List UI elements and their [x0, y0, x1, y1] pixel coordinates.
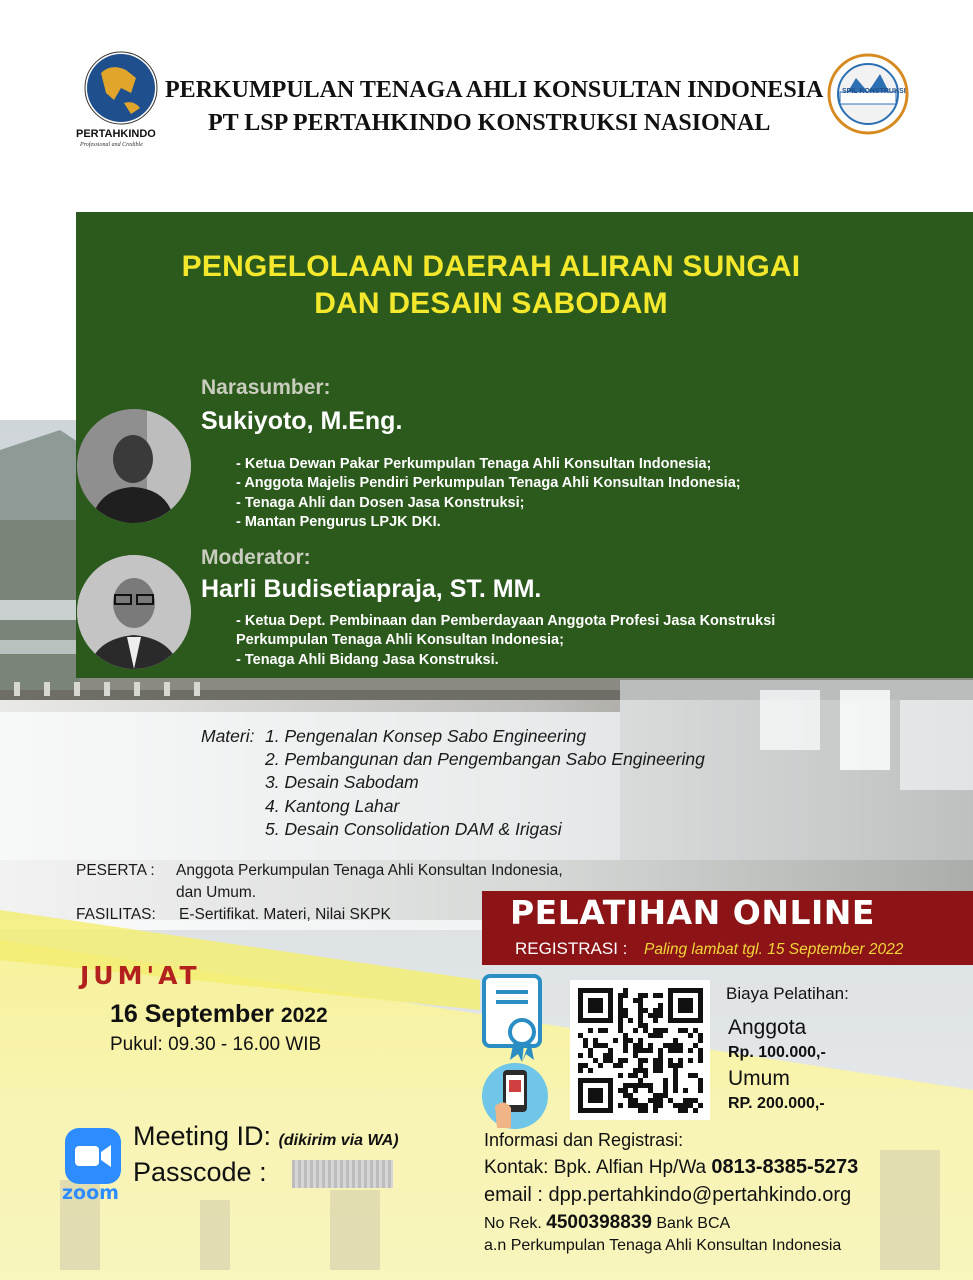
pertahkindo-logo [76, 48, 166, 152]
moderator-bullet: - Tenaga Ahli Bidang Jasa Konstruksi. [236, 652, 499, 668]
moderator-bullet: Perkumpulan Tenaga Ahli Konsultan Indonesia; [236, 632, 564, 648]
event-year: 2022 [280, 1004, 328, 1027]
materi-item: 2. Pembangunan dan Pengembangan Sabo Engineering [265, 749, 705, 769]
moderator-bullet: - Ketua Dept. Pembinaan dan Pemberdayaan Anggota Profesi Jasa Konstruksi [236, 613, 776, 629]
rekening-label: No Rek. [484, 1215, 547, 1232]
materi-label: Materi: [201, 726, 255, 746]
contact-phone[interactable]: 0813-8385-5273 [711, 1156, 859, 1178]
peserta-label: PESERTA : [76, 862, 155, 879]
person-photo-icon [77, 409, 191, 523]
umum-label: Umum [728, 1067, 790, 1090]
narasumber-bullet: - Tenaga Ahli dan Dosen Jasa Konstruksi; [236, 495, 525, 511]
materi-item: 5. Desain Consolidation DAM & Irigasi [265, 819, 562, 839]
zoom-logo [62, 1128, 124, 1208]
registrasi-deadline: Paling lambat tgl. 15 September 2022 [644, 941, 904, 958]
note-open: ( [278, 1132, 284, 1149]
anggota-label: Anggota [728, 1016, 807, 1039]
info-heading: Informasi dan Registrasi: [484, 1130, 684, 1150]
event-date [110, 1000, 328, 1029]
header-line-2: PT LSP PERTAHKINDO KONSTRUKSI NASIONAL [208, 110, 771, 136]
narasumber-bullet: - Mantan Pengurus LPJK DKI. [236, 514, 441, 530]
event-day: JUM'AT [80, 961, 201, 990]
event-date-day: 16 September [110, 1000, 281, 1028]
moderator-name: Harli Budisetiapraja, ST. MM. [201, 575, 542, 603]
materi-item: 3. Desain Sabodam [265, 772, 419, 792]
meeting-id-line [133, 1121, 399, 1152]
rekening-owner: a.n Perkumpulan Tenaga Ahli Konsultan Indonesia [484, 1237, 842, 1254]
certificate-icon [480, 972, 550, 1064]
event-title-line-1: PENGELOLAAN DAERAH ALIRAN SUNGAI [181, 250, 801, 283]
zoom-camera-icon [65, 1128, 121, 1184]
peserta-line-1: Anggota Perkumpulan Tenaga Ahli Konsultan Indonesia, [176, 862, 563, 879]
event-title-line-2: DAN DESAIN SABODAM [314, 287, 668, 320]
meeting-id-label: Meeting ID: [133, 1121, 279, 1151]
note-close: ) [393, 1132, 399, 1149]
email-line [484, 1184, 851, 1207]
header-line-1: PERKUMPULAN TENAGA AHLI KONSULTAN INDONESIA [165, 77, 824, 103]
moderator-label: Moderator: [201, 546, 311, 569]
email-address[interactable]: dpp.pertahkindo@pertahkindo.org [548, 1184, 852, 1206]
event-time: Pukul: 09.30 - 16.00 WIB [110, 1034, 322, 1055]
rekening-bank: Bank BCA [651, 1215, 731, 1232]
passcode-redacted [292, 1160, 393, 1188]
rekening-number: 4500398839 [546, 1212, 652, 1233]
peserta-line-2: dan Umum. [176, 884, 257, 901]
zoom-wordmark: zoom [62, 1182, 119, 1204]
registrasi-label: REGISTRASI : [515, 939, 628, 958]
narasumber-name: Sukiyoto, M.Eng. [201, 407, 403, 435]
scan-phone-icon [481, 1062, 549, 1130]
note-text: dikirim via WA [283, 1132, 394, 1149]
umum-price: RP. 200.000,- [728, 1095, 825, 1112]
person-photo-icon [77, 555, 191, 669]
passcode-label: Passcode : [133, 1157, 267, 1187]
moderator-avatar [77, 555, 191, 669]
logo-text: PERTAHKINDO [76, 128, 156, 140]
contact-label: Kontak: Bpk. Alfian Hp/Wa [484, 1157, 712, 1178]
contact-line [484, 1156, 858, 1179]
rekening-line [484, 1212, 730, 1234]
fasilitas-label: FASILITAS: [76, 906, 156, 923]
anggota-price: Rp. 100.000,- [728, 1044, 826, 1061]
logo-tagline: Professional and Credible [80, 142, 143, 148]
narasumber-bullet: - Anggota Majelis Pendiri Perkumpulan Tenaga Ahli Konsultan Indonesia; [236, 475, 741, 491]
banner-title: PELATIHAN ONLINE [510, 893, 875, 932]
email-label: email : [484, 1184, 549, 1206]
spil-konstruksi-logo [826, 52, 910, 136]
fasilitas-value: E-Sertifikat. Materi, Nilai SKPK [179, 906, 391, 923]
narasumber-label: Narasumber: [201, 376, 331, 399]
narasumber-bullet: - Ketua Dewan Pakar Perkumpulan Tenaga Ahli Konsultan Indonesia; [236, 456, 712, 472]
spil-logo-text: SPIL KONSTRUKSI [842, 88, 906, 95]
materi-item: 4. Kantong Lahar [265, 796, 400, 816]
materi-item: 1. Pengenalan Konsep Sabo Engineering [265, 726, 587, 746]
meeting-id-note [279, 1132, 399, 1149]
biaya-label: Biaya Pelatihan: [726, 984, 849, 1003]
registration-qr-code[interactable] [570, 980, 710, 1120]
narasumber-avatar [77, 409, 191, 523]
